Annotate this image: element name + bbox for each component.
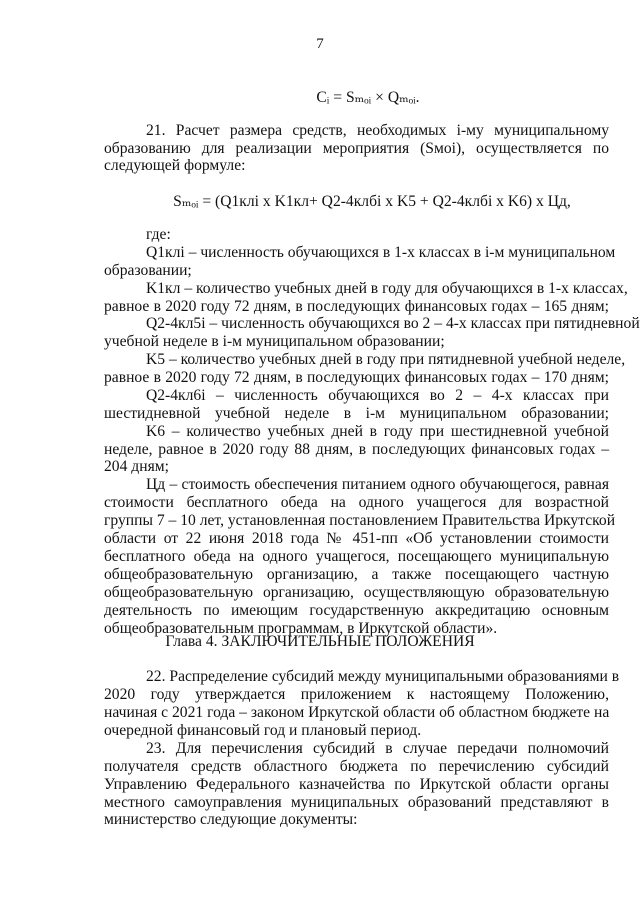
chapter-heading: Глава 4. ЗАКЛЮЧИТЕЛЬНЫЕ ПОЛОЖЕНИЯ <box>165 633 475 650</box>
text-line: равное в 2020 году 72 дням, в последующих финансовых годах – 170 дням; <box>104 369 609 386</box>
text-line: деятельность по имеющим государственную аккредитацию основным <box>104 602 609 619</box>
text-line: 21. Расчет размера средств, необходимых i-му муниципальному <box>146 122 609 139</box>
text-line: шестидневной учебной неделе в i-м муниципальном образовании; <box>104 405 609 422</box>
page-number: 7 <box>316 36 324 52</box>
text-line: группы 7 – 10 лет, установленная постановлением Правительства Иркутской <box>104 512 616 529</box>
text-line: стоимости бесплатного обеда на одного учащегося для возрастной <box>104 494 609 511</box>
text-line: 204 дням; <box>104 458 169 475</box>
text-line: равное в 2020 году 72 дням, в последующих финансовых годах – 165 дням; <box>104 298 609 315</box>
text-line: Q1клi – численность обучающихся в 1-х классах в i-м муниципальном <box>146 244 616 261</box>
text-line: Q2-4кл5i – численность обучающихся во 2 – 4-х классах при пятидневной <box>146 315 640 332</box>
text-line: общеобразовательную организацию, осуществляющую образовательную <box>104 584 609 601</box>
text-line: где: <box>146 226 171 243</box>
text-line: 23. Для перечисления субсидий в случае передачи полномочий <box>146 740 609 757</box>
text-line: неделе, равное в 2020 году 88 дням, в последующих финансовых годах – <box>104 441 609 458</box>
formula-smoi: Sₘₒᵢ = (Q1клi х K1кл+ Q2-4клбi х K5 + Q2-4клбi х K6) х Цд, <box>173 193 571 210</box>
text-line: образовании; <box>104 262 192 279</box>
text-line: Управлению Федерального казначейства по Иркутской области органы <box>104 776 609 793</box>
text-line: следующей формуле: <box>104 157 246 174</box>
text-line: K6 – количество учебных дней в году при шестидневной учебной <box>146 423 609 440</box>
text-line: общеобразовательным программам, в Иркутской области». <box>104 620 498 637</box>
formula-ci: Cᵢ = Sₘₒᵢ × Qₘₒᵢ. <box>316 89 420 106</box>
text-line: Цд – стоимость обеспечения питанием одного обучающегося, равная <box>146 476 609 493</box>
text-line: получателя средств областного бюджета по перечислению субсидий <box>104 758 609 775</box>
text-line: K1кл – количество учебных дней в году для обучающихся в 1-х классах, <box>146 280 628 297</box>
text-line: 22. Распределение субсидий между муниципальными образованиями в <box>146 668 620 685</box>
text-line: очередной финансовый год и плановый период. <box>104 722 422 739</box>
text-line: общеобразовательную организацию, а также посещающего частную <box>104 566 609 583</box>
text-line: бесплатного обеда на одного учащегося, посещающего муниципальную <box>104 548 609 565</box>
text-line: учебной неделе в i-м муниципальном образовании; <box>104 333 445 350</box>
text-line: K5 – количество учебных дней в году при пятидневной учебной неделе, <box>146 351 626 368</box>
text-line: образованию для реализации мероприятия (Sмоi), осуществляется по <box>104 140 609 157</box>
text-line: министерство следующие документы: <box>104 811 358 828</box>
text-line: начиная с 2021 года – законом Иркутской области об областном бюджете на <box>104 704 610 721</box>
text-line: Q2-4кл6i – численность обучающихся во 2 – 4-х классах при <box>146 387 609 404</box>
text-line: области от 22 июня 2018 года № 451-пп «Об установлении стоимости <box>104 530 609 547</box>
text-line: 2020 году утверждается приложением к настоящему Положению, <box>104 686 609 703</box>
text-line: местного самоуправления муниципальных образований представляют в <box>104 794 609 811</box>
